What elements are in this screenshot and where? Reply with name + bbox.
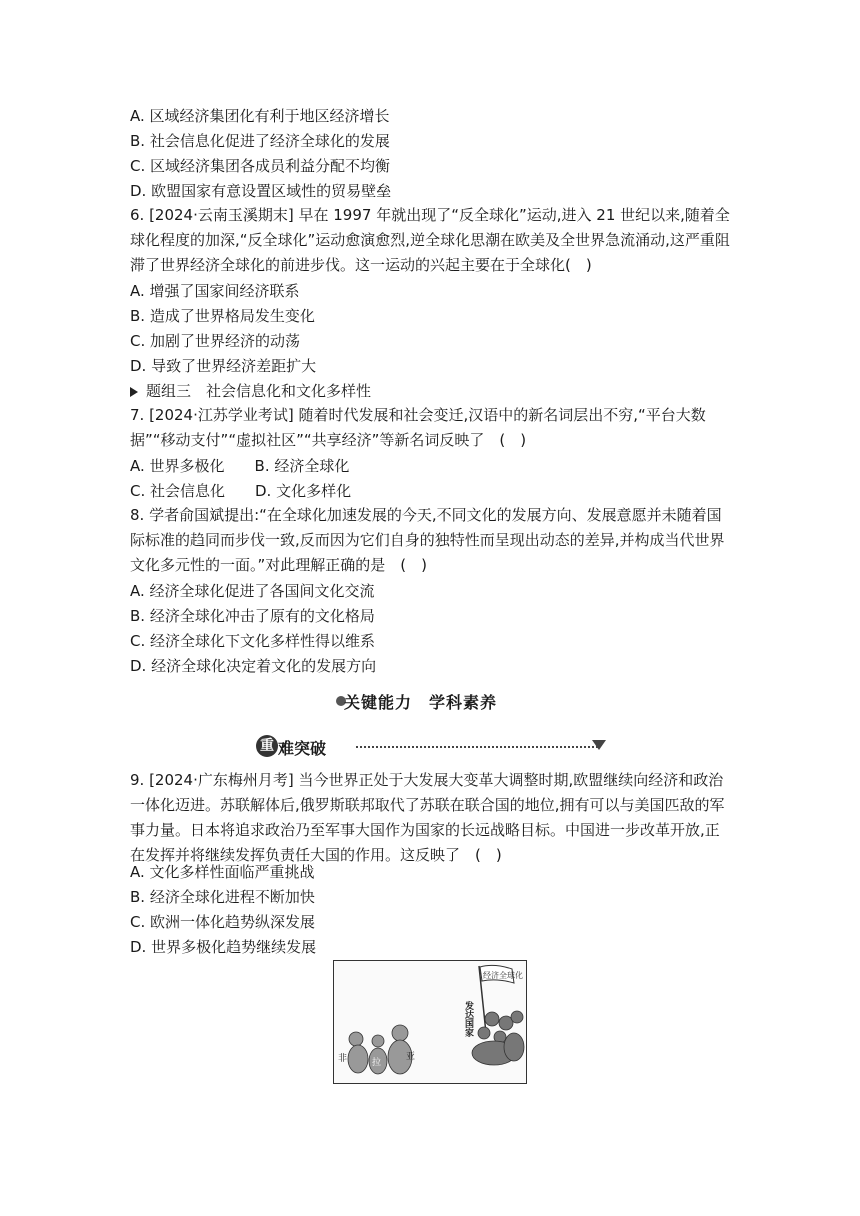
q8-option-b: B. 经济全球化冲击了原有的文化格局	[130, 607, 375, 625]
q5-option-d: D. 欧盟国家有意设置区域性的贸易壁垒	[130, 182, 392, 200]
group-heading	[130, 381, 371, 401]
q5-option-b: B. 社会信息化促进了经济全球化的发展	[130, 132, 390, 150]
developed-label: 发达国家	[463, 1001, 473, 1037]
q9-stem: 9. [2024·广东梅州月考] 当今世界正处于大发展大变革大调整时期,欧盟继续向经济和政治一体化迈进。苏联解体后,俄罗斯联邦取代了苏联在联合国的地位,拥有可以与美国匹敌的军事力量。日本将追求政治乃至军事大国作为国家的长远战略目标。中国进一步改革开放,正在发挥并将继续发挥负责任大国的作用。这反映了 ( )	[130, 771, 725, 864]
section-title: 关键能力 学科素养	[344, 693, 498, 712]
arrow-down-icon	[592, 740, 606, 750]
q6-stem: 6. [2024·云南玉溪期末] 早在 1997 年就出现了“反全球化”运动,进入 21 世纪以来,随着全球化程度的加深,“反全球化”运动愈演愈烈,逆全球化思潮在欧美及全世界急流涌动,这严重阻滞了世界经济全球化的前进步伐。这一运动的兴起主要在于全球化( )	[130, 206, 730, 274]
q6-option-d: D. 导致了世界经济差距扩大	[130, 357, 317, 375]
triangle-bullet-icon	[130, 387, 138, 397]
q8-option-d: D. 经济全球化决定着文化的发展方向	[130, 657, 377, 675]
q9-option-b: B. 经济全球化进程不断加快	[130, 888, 315, 906]
q8-option-a: A. 经济全球化促进了各国间文化交流	[130, 582, 375, 600]
label-asia: 亚	[406, 1052, 416, 1062]
q8-option-c: C. 经济全球化下文化多样性得以维系	[130, 632, 376, 650]
label-africa: 非	[338, 1054, 348, 1064]
q7-stem: 7. [2024·江苏学业考试] 随着时代发展和社会变迁,汉语中的新名词层出不穷,“平台大数据”“移动支付”“虚拟社区”“共享经济”等新名词反映了 ( )	[130, 406, 706, 449]
group-heading-text: 题组三 社会信息化和文化多样性	[146, 382, 372, 400]
subsection-title: 难突破	[278, 739, 327, 758]
q6-option-a: A. 增强了国家间经济联系	[130, 282, 300, 300]
section-header	[336, 690, 536, 714]
subsection-badge: 重	[256, 735, 278, 757]
q5-option-c: C. 区域经济集团各成员利益分配不均衡	[130, 157, 391, 175]
cartoon-drawing	[334, 961, 526, 1083]
q7-options-row1: A. 世界多极化 B. 经济全球化	[130, 457, 350, 475]
q7-options-row2: C. 社会信息化 D. 文化多样化	[130, 482, 352, 500]
q8-stem: 8. 学者俞国斌提出:“在全球化加速发展的今天,不同文化的发展方向、发展意愿并未随着国际标准的趋同而步伐一致,反而因为它们自身的独特性而呈现出动态的差异,并构成当代世界文化多元性的一面。”对此理解正确的是 ( )	[130, 506, 725, 574]
cartoon-image	[333, 960, 527, 1084]
dotted-rule	[356, 746, 598, 748]
q9-option-d: D. 世界多极化趋势继续发展	[130, 938, 317, 956]
q5-option-a: A. 区域经济集团化有利于地区经济增长	[130, 107, 390, 125]
q6-option-c: C. 加剧了世界经济的动荡	[130, 332, 301, 350]
q9-option-c: C. 欧洲一体化趋势纵深发展	[130, 913, 316, 931]
flag-text: 经济全球化	[483, 971, 523, 980]
subsection-header	[256, 734, 606, 760]
q9-option-a: A. 文化多样性面临严重挑战	[130, 863, 315, 881]
label-latin-america: 拉	[372, 1058, 382, 1068]
q6-option-b: B. 造成了世界格局发生变化	[130, 307, 315, 325]
